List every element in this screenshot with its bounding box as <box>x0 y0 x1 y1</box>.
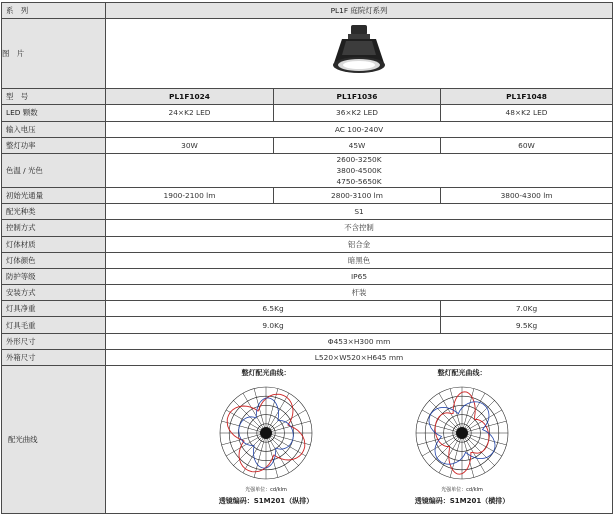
curve-block-longitudinal <box>186 368 346 506</box>
dimension-label: 外形尺寸 <box>2 333 106 349</box>
series-label: 系 列 <box>2 3 106 19</box>
curve-row <box>2 366 613 514</box>
gross-weight-1: 9.0Kg <box>106 317 441 333</box>
power-label: 整灯功率 <box>2 137 106 153</box>
control-label: 控制方式 <box>2 220 106 236</box>
install-row <box>2 285 613 301</box>
curve-unit-1: 光强单位：cd/klm <box>245 487 287 493</box>
curve-block-transverse <box>382 368 542 506</box>
flux-row <box>2 187 613 203</box>
curve-cell <box>106 366 613 514</box>
model-row <box>2 89 613 105</box>
model-2: PL1F1036 <box>274 89 441 105</box>
ip-row <box>2 268 613 284</box>
flux-1: 1900-2100 lm <box>106 187 274 203</box>
led-1: 24×K2 LED <box>106 105 274 121</box>
power-3: 60W <box>441 137 613 153</box>
power-2: 45W <box>274 137 441 153</box>
curve-caption-1: 透镜编码：S1M201（纵排） <box>218 497 314 505</box>
light-type-label: 配光种类 <box>2 204 106 220</box>
material-value: 铝合金 <box>106 236 613 252</box>
box-size-row <box>2 349 613 365</box>
box-size-value: L520×W520×H645 mm <box>106 349 613 365</box>
box-size-label: 外箱尺寸 <box>2 349 106 365</box>
flux-3: 3800-4300 lm <box>441 187 613 203</box>
gross-weight-label: 灯具毛重 <box>2 317 106 333</box>
polar-curve-transverse <box>407 378 517 488</box>
power-1: 30W <box>106 137 274 153</box>
spec-table <box>1 2 613 514</box>
color-temp-1: 2600-3250K <box>336 154 382 164</box>
control-value: 不含控制 <box>106 220 613 236</box>
material-label: 灯体材质 <box>2 236 106 252</box>
color-temp-label: 色温 / 光色 <box>2 153 106 187</box>
color-temp-values <box>106 153 613 187</box>
highbay-lamp-image <box>324 19 394 85</box>
polar-center-mark <box>456 427 468 439</box>
led-label: LED 颗数 <box>2 105 106 121</box>
product-image <box>106 19 613 89</box>
install-label: 安装方式 <box>2 285 106 301</box>
curve-title-1: 整灯配光曲线： <box>241 369 291 377</box>
model-3: PL1F1048 <box>441 89 613 105</box>
ip-value: IP65 <box>106 268 613 284</box>
flux-label: 初始光通量 <box>2 187 106 203</box>
material-row <box>2 236 613 252</box>
power-row <box>2 137 613 153</box>
net-weight-2: 7.0Kg <box>441 301 613 317</box>
install-value: 杆装 <box>106 285 613 301</box>
color-temp-3: 4750-5650K <box>336 176 382 186</box>
flux-2: 2800-3100 lm <box>274 187 441 203</box>
curve-caption-2: 透镜编码：S1M201（横排） <box>414 497 510 505</box>
voltage-label: 输入电压 <box>2 121 106 137</box>
dimension-row <box>2 333 613 349</box>
light-type-row <box>2 204 613 220</box>
series-row <box>2 3 613 19</box>
body-color-label: 灯体颜色 <box>2 252 106 268</box>
color-temp-2: 3800-4500K <box>336 165 382 175</box>
gross-weight-2: 9.5Kg <box>441 317 613 333</box>
net-weight-row <box>2 301 613 317</box>
voltage-value: AC 100-240V <box>106 121 613 137</box>
net-weight-1: 6.5Kg <box>106 301 441 317</box>
polar-curve-longitudinal <box>211 378 321 488</box>
voltage-row <box>2 121 613 137</box>
led-row <box>2 105 613 121</box>
net-weight-label: 灯具净重 <box>2 301 106 317</box>
led-3: 48×K2 LED <box>441 105 613 121</box>
led-2: 36×K2 LED <box>274 105 441 121</box>
polar-center-mark <box>260 427 272 439</box>
color-temp-row <box>2 153 613 187</box>
gross-weight-row <box>2 317 613 333</box>
curve-title-2: 整灯配光曲线： <box>437 369 487 377</box>
picture-row <box>2 19 613 89</box>
control-row <box>2 220 613 236</box>
series-name: PL1F 庭院灯系列 <box>106 3 613 19</box>
body-color-row <box>2 252 613 268</box>
curve-label: 配光曲线 <box>2 366 106 514</box>
dimension-value: Φ453×H300 mm <box>106 333 613 349</box>
curve-unit-2: 光强单位：cd/klm <box>441 487 483 493</box>
body-color-value: 暗黑色 <box>106 252 613 268</box>
ip-label: 防护等级 <box>2 268 106 284</box>
model-label: 型 号 <box>2 89 106 105</box>
picture-label: 图 片 <box>2 19 106 89</box>
light-type-value: S1 <box>106 204 613 220</box>
model-1: PL1F1024 <box>106 89 274 105</box>
